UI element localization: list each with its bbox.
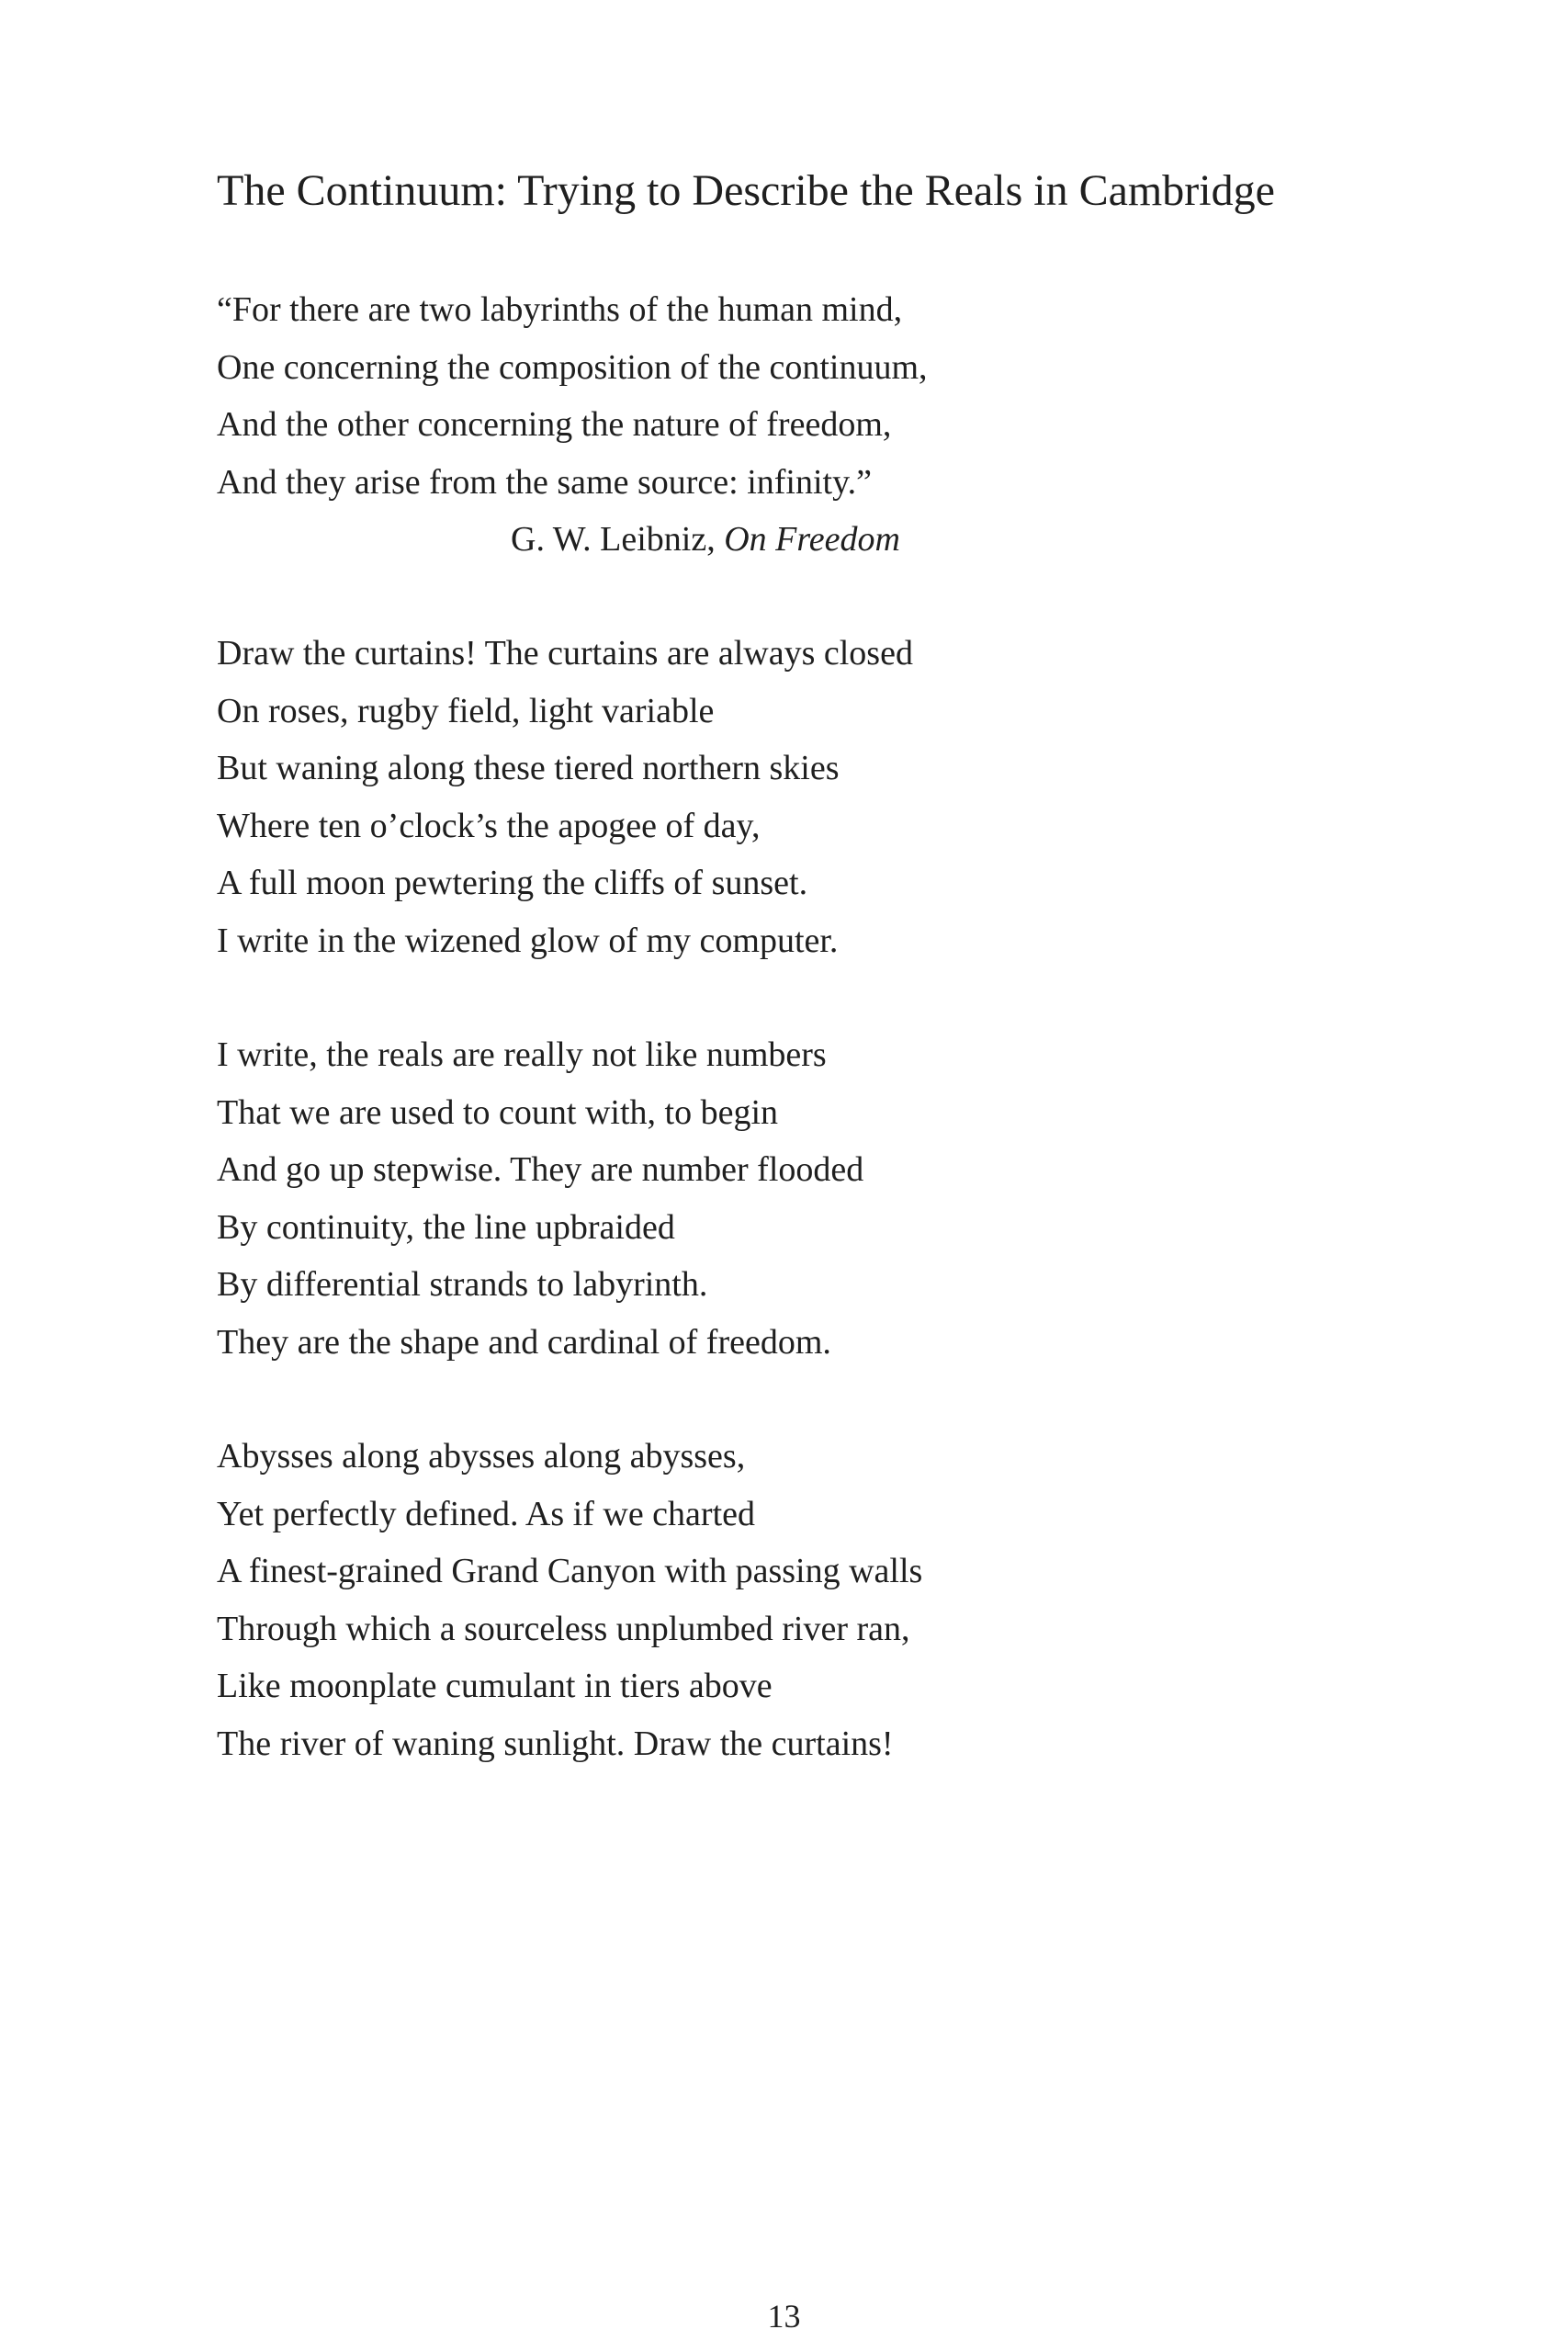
stanza-1 xyxy=(217,625,913,969)
poem-line: Abysses along abysses along abysses, xyxy=(217,1437,746,1476)
epigraph-work: On Freedom xyxy=(724,520,900,559)
poem-line: Yet perfectly defined. As if we charted xyxy=(217,1494,755,1533)
epigraph-author: G. W. Leibniz, xyxy=(511,520,716,559)
poem-line: On roses, rugby field, light variable xyxy=(217,691,715,730)
poem-line: But waning along these tiered northern skies xyxy=(217,749,840,787)
epigraph-line: “For there are two labyrinths of the human mind, xyxy=(217,290,903,329)
poem-line: The river of waning sunlight. Draw the curtains! xyxy=(217,1724,894,1763)
poem-line: And go up stepwise. They are number flooded xyxy=(217,1150,864,1189)
poem-line: I write, the reals are really not like numbers xyxy=(217,1035,827,1074)
stanza-2 xyxy=(217,1026,863,1371)
poem-line: Draw the curtains! The curtains are always closed xyxy=(217,634,913,673)
epigraph-line: And they arise from the same source: infinity.” xyxy=(217,462,872,502)
epigraph-attribution xyxy=(511,511,900,568)
poem-line: Like moonplate cumulant in tiers above xyxy=(217,1667,773,1705)
page-number: 13 xyxy=(767,2298,801,2335)
epigraph xyxy=(217,281,928,511)
poem-line: That we are used to count with, to begin xyxy=(217,1092,779,1132)
poem-line: They are the shape and cardinal of freedom. xyxy=(217,1322,831,1362)
poem-line: Through which a sourceless unplumbed river ran, xyxy=(217,1609,910,1648)
epigraph-line: One concerning the composition of the continuum, xyxy=(217,347,928,387)
poem-line: A finest-grained Grand Canyon with passing walls xyxy=(217,1552,923,1590)
poem-line: By continuity, the line upbraided xyxy=(217,1207,675,1247)
poem-title: The Continuum: Trying to Describe the Reals in Cambridge xyxy=(217,166,1275,215)
epigraph-line: And the other concerning the nature of freedom, xyxy=(217,405,892,444)
stanza-3 xyxy=(217,1428,922,1772)
poem-line: Where ten o’clock’s the apogee of day, xyxy=(217,806,761,845)
poem-line: I write in the wizened glow of my computer. xyxy=(217,921,839,960)
poem-line: By differential strands to labyrinth. xyxy=(217,1265,708,1304)
poem-line: A full moon pewtering the cliffs of sunset. xyxy=(217,864,808,902)
